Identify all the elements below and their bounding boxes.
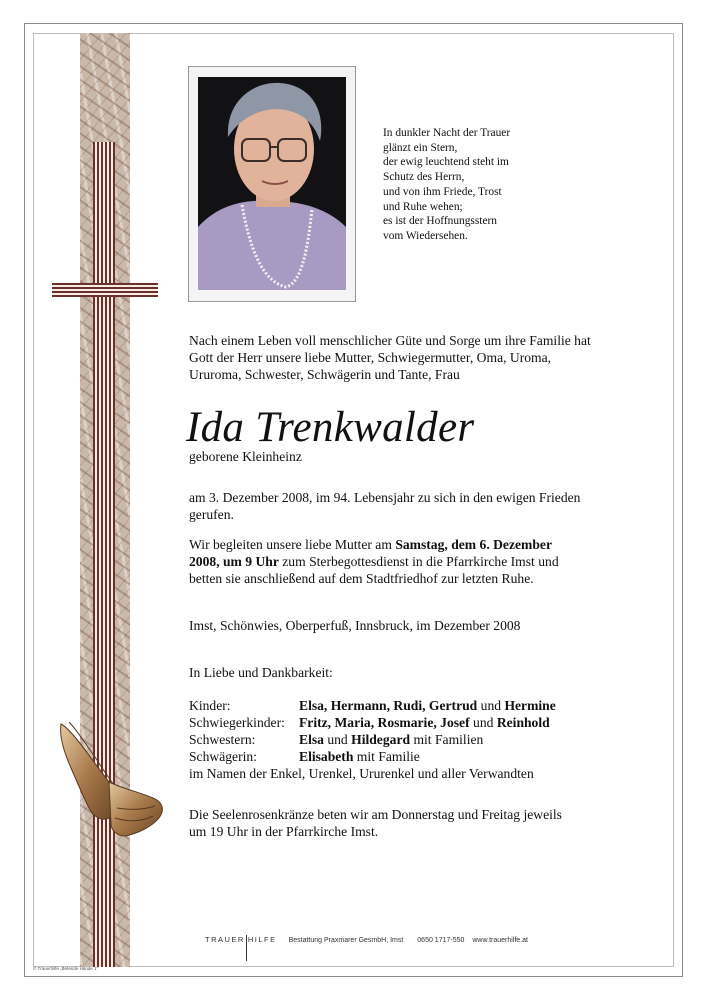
poem-line: der ewig leuchtend steht im bbox=[383, 156, 509, 169]
intro-line: Ururoma, Schwester, Schwägerin und Tante, Frau bbox=[189, 367, 460, 382]
website-link[interactable]: www.trauerhilfe.at bbox=[472, 937, 528, 944]
relatives-list bbox=[189, 697, 556, 782]
trauerhilfe-logo bbox=[205, 935, 277, 944]
intro-line: Gott der Herr unsere liebe Mutter, Schwiegermutter, Oma, Uroma, bbox=[189, 350, 552, 365]
poem-line: und von ihm Friede, Trost bbox=[383, 185, 502, 198]
relatives-names: Elsa bbox=[299, 732, 324, 747]
cross-vertical-beam bbox=[93, 142, 115, 967]
relatives-connector: und bbox=[323, 732, 352, 747]
poem-line: In dunkler Nacht der Trauer bbox=[383, 127, 511, 139]
funeral-text: zum Sterbegottesdienst in die Pfarrkirche Imst und bbox=[278, 554, 559, 569]
funeral-paragraph bbox=[189, 536, 559, 587]
intro-line: Nach einem Leben voll menschlicher Güte und Sorge um ihre Familie hat bbox=[189, 333, 591, 348]
relatives-row bbox=[189, 731, 556, 748]
memorial-poem bbox=[383, 126, 583, 244]
relatives-others: im Namen der Enkel, Urenkel, Ururenkel und aller Verwandten bbox=[189, 766, 534, 781]
funeral-text: betten sie anschließend auf dem Stadtfriedhof zur letzten Ruhe. bbox=[189, 571, 534, 586]
relatives-names: Hermine bbox=[504, 698, 556, 713]
cross-horizontal-beam bbox=[52, 283, 158, 297]
relatives-connector: und bbox=[469, 715, 497, 730]
rosary-paragraph bbox=[189, 806, 562, 840]
relatives-names: Reinhold bbox=[496, 715, 550, 730]
relatives-connector: mit Familien bbox=[410, 732, 484, 747]
relatives-names: Hildegard bbox=[351, 732, 411, 747]
funeral-text: Wir begleiten unsere liebe Mutter am bbox=[189, 537, 396, 552]
image-credit: © Trauerhilfe „Betende Hände 1“ bbox=[33, 966, 99, 971]
funeral-time: 2008, um 9 Uhr bbox=[189, 554, 279, 569]
deceased-name: Ida Trenkwalder bbox=[186, 404, 475, 451]
rosary-line: Die Seelenrosenkränze beten wir am Donnerstag und Freitag jeweils bbox=[189, 807, 562, 822]
death-notice-line: am 3. Dezember 2008, im 94. Lebensjahr zu sich in den ewigen Frieden bbox=[189, 490, 581, 505]
intro-paragraph bbox=[189, 332, 591, 383]
relatives-row bbox=[189, 697, 556, 714]
footer bbox=[205, 935, 528, 961]
relatives-row bbox=[189, 714, 556, 731]
relatives-connector: mit Familie bbox=[353, 749, 420, 764]
praying-hands-icon bbox=[55, 718, 167, 838]
rosary-line: um 19 Uhr in der Pfarrkirche Imst. bbox=[189, 824, 379, 839]
logo-separator bbox=[246, 935, 247, 961]
poem-line: vom Wiedersehen. bbox=[383, 229, 468, 242]
relatives-connector: und bbox=[477, 698, 505, 713]
poem-line: Schutz des Herrn, bbox=[383, 171, 465, 184]
logo-right-text: HILFE bbox=[247, 935, 277, 944]
relatives-names: Fritz, Maria, Rosmarie, Josef bbox=[299, 715, 470, 730]
relatives-label: Kinder: bbox=[189, 698, 231, 713]
maiden-name: geborene Kleinheinz bbox=[189, 449, 302, 464]
relatives-label: Schwägerin: bbox=[189, 749, 257, 764]
relatives-label: Schwestern: bbox=[189, 732, 256, 747]
death-notice-line: gerufen. bbox=[189, 507, 234, 522]
relatives-label: Schwiegerkinder: bbox=[189, 715, 285, 730]
portrait-photo bbox=[198, 77, 346, 290]
logo-left-text: TRAUER bbox=[205, 935, 245, 944]
relatives-names: Elsa, Hermann, Rudi, Gertrud bbox=[299, 698, 478, 713]
company-name: Bestattung Praxmarer GesmbH, Imst bbox=[288, 937, 404, 944]
relatives-row bbox=[189, 748, 556, 765]
death-notice bbox=[189, 489, 580, 523]
poem-line: und Ruhe wehen; bbox=[383, 200, 463, 213]
poem-line: es ist der Hoffnungsstern bbox=[383, 215, 497, 228]
phone-number: 0650 1717-550 bbox=[417, 937, 465, 944]
relatives-names: Elisabeth bbox=[299, 749, 354, 764]
gratitude-line: In Liebe und Dankbarkeit: bbox=[189, 665, 333, 680]
poem-line: glänzt ein Stern, bbox=[383, 141, 458, 154]
funeral-date: Samstag, dem 6. Dezember bbox=[395, 537, 552, 552]
place-date: Imst, Schönwies, Oberperfuß, Innsbruck, im Dezember 2008 bbox=[189, 618, 521, 633]
